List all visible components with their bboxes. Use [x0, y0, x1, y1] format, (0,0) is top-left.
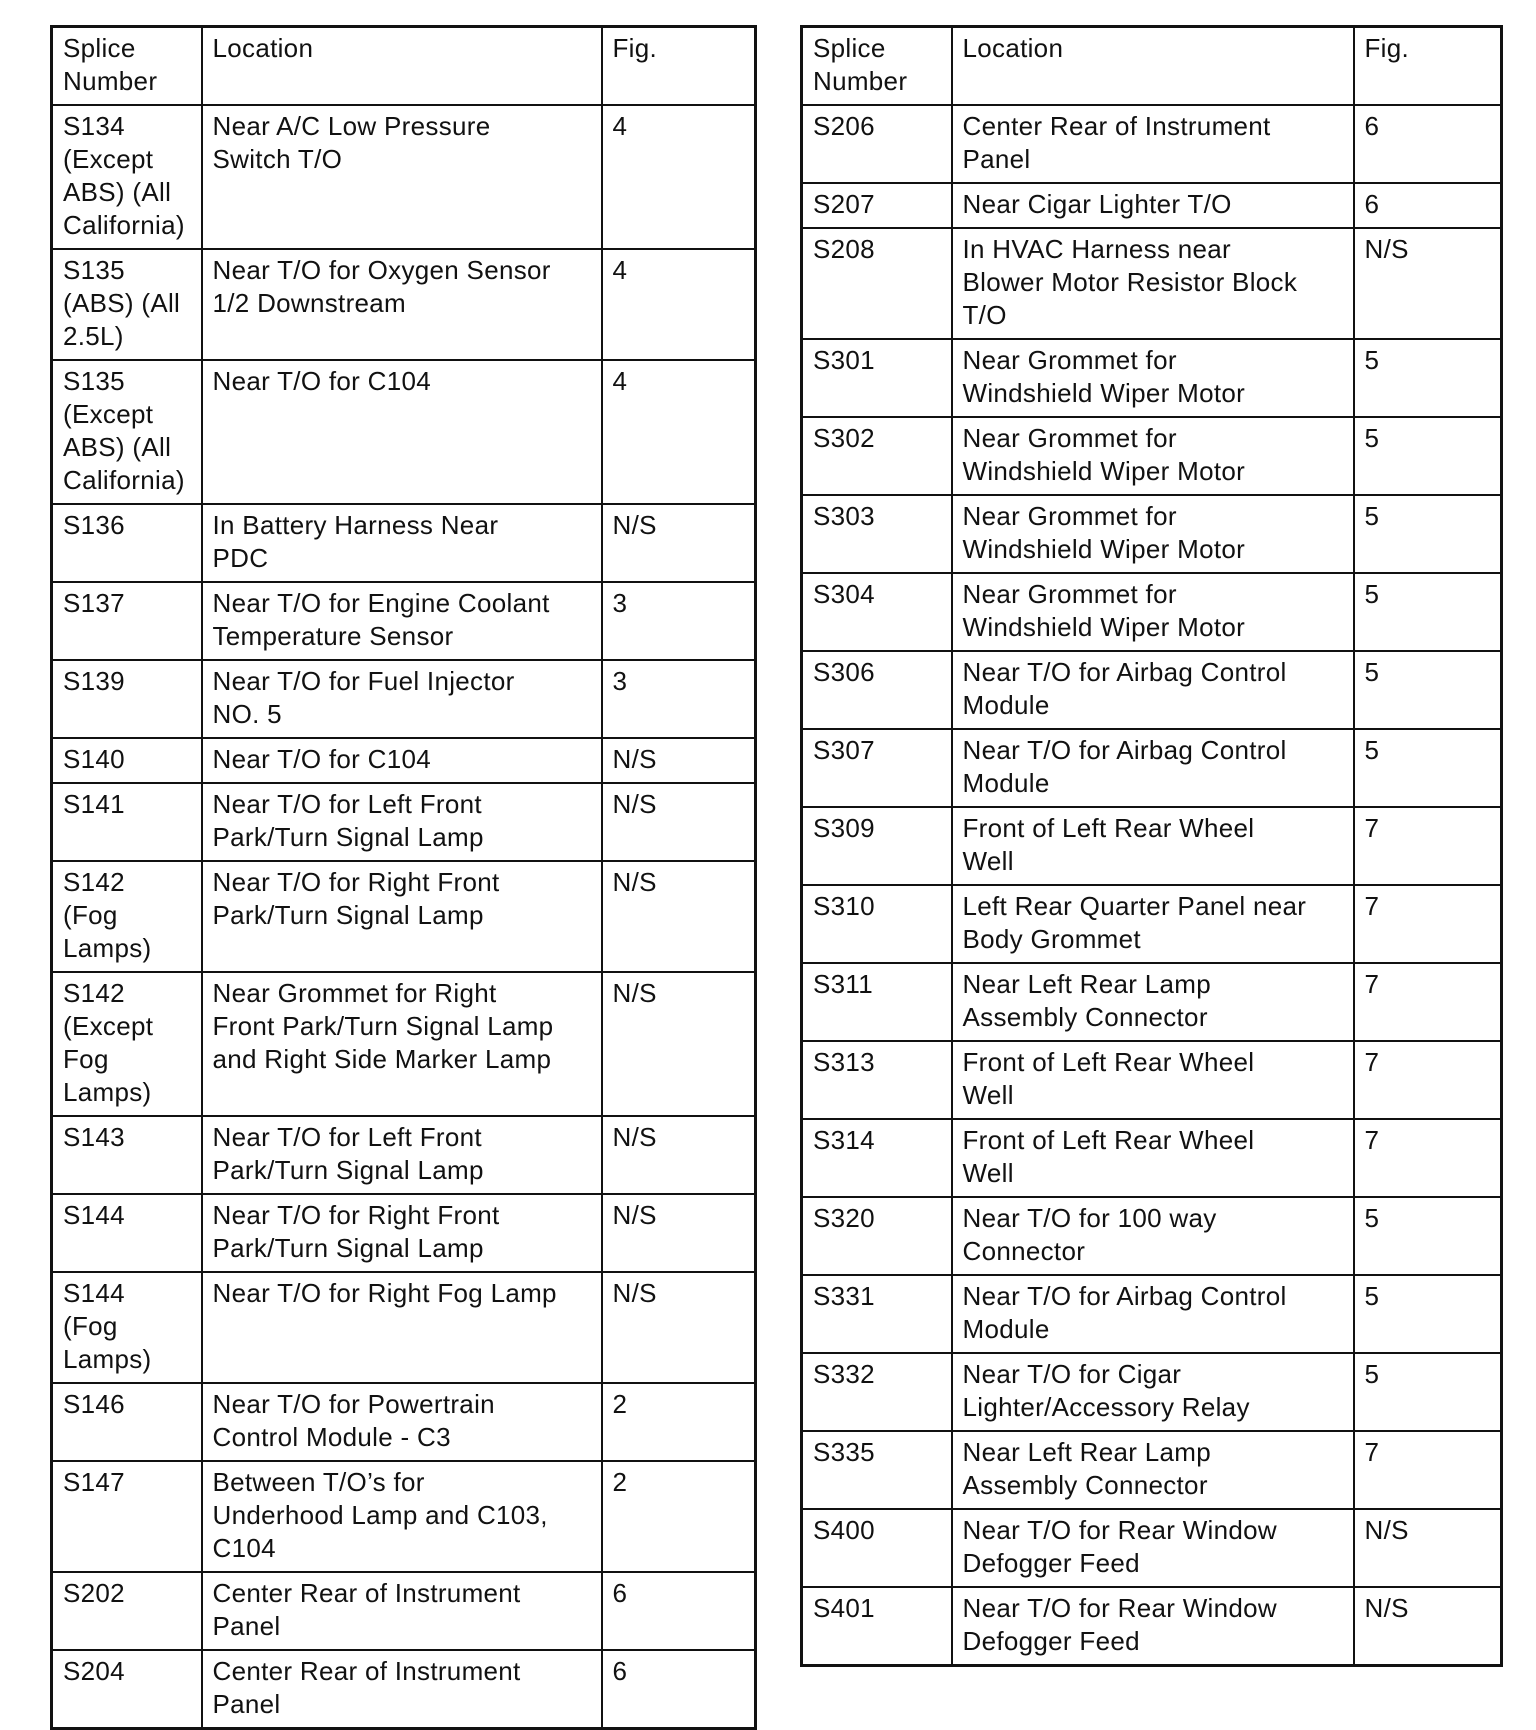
location-cell: Left Rear Quarter Panel near Body Grommet — [952, 885, 1354, 963]
table-row — [802, 729, 1502, 807]
table-row — [802, 228, 1502, 339]
table-row — [802, 1509, 1502, 1587]
fig-cell: N/S — [1354, 228, 1502, 339]
header-location: Location — [202, 27, 602, 106]
location-cell: Near T/O for Fuel Injector NO. 5 — [202, 660, 602, 738]
fig-cell: 7 — [1354, 1041, 1502, 1119]
table-row — [52, 783, 756, 861]
fig-cell: 6 — [1354, 105, 1502, 183]
location-cell: Near T/O for Cigar Lighter/Accessory Relay — [952, 1353, 1354, 1431]
fig-cell: N/S — [602, 1116, 756, 1194]
splice-number-cell: S139 — [52, 660, 202, 738]
table-row — [802, 417, 1502, 495]
table-row — [52, 1461, 756, 1572]
location-cell: Near T/O for Rear Window Defogger Feed — [952, 1587, 1354, 1666]
fig-cell: 5 — [1354, 339, 1502, 417]
table-row — [802, 1197, 1502, 1275]
location-cell: Near T/O for Oxygen Sensor 1/2 Downstream — [202, 249, 602, 360]
location-cell: Near T/O for C104 — [202, 738, 602, 783]
table-row — [802, 183, 1502, 228]
table-row — [52, 504, 756, 582]
table-row — [52, 1383, 756, 1461]
splice-table-left — [50, 25, 757, 1730]
splice-number-cell: S311 — [802, 963, 952, 1041]
splice-number-cell: S137 — [52, 582, 202, 660]
splice-number-cell: S331 — [802, 1275, 952, 1353]
fig-cell: 5 — [1354, 1353, 1502, 1431]
location-cell: Near T/O for Left Front Park/Turn Signal Lamp — [202, 1116, 602, 1194]
fig-cell: N/S — [602, 861, 756, 972]
header-splice-number: Splice Number — [52, 27, 202, 106]
fig-cell: 7 — [1354, 807, 1502, 885]
table-row — [802, 105, 1502, 183]
table-body — [802, 27, 1502, 1666]
splice-number-cell: S142 (Fog Lamps) — [52, 861, 202, 972]
splice-number-cell: S335 — [802, 1431, 952, 1509]
location-cell: Near T/O for Powertrain Control Module - C3 — [202, 1383, 602, 1461]
splice-number-cell: S208 — [802, 228, 952, 339]
fig-cell: 5 — [1354, 1197, 1502, 1275]
splice-number-cell: S140 — [52, 738, 202, 783]
header-location: Location — [952, 27, 1354, 106]
location-cell: Near A/C Low Pressure Switch T/O — [202, 105, 602, 249]
location-cell: Near T/O for Right Front Park/Turn Signal Lamp — [202, 1194, 602, 1272]
fig-cell: 5 — [1354, 417, 1502, 495]
table-row — [52, 1272, 756, 1383]
splice-number-cell: S401 — [802, 1587, 952, 1666]
location-cell: Near T/O for Right Fog Lamp — [202, 1272, 602, 1383]
splice-number-cell: S313 — [802, 1041, 952, 1119]
table-row — [52, 1650, 756, 1729]
fig-cell: 5 — [1354, 1275, 1502, 1353]
table-row — [802, 1431, 1502, 1509]
table-row — [802, 1275, 1502, 1353]
location-cell: Near Left Rear Lamp Assembly Connector — [952, 1431, 1354, 1509]
splice-number-cell: S310 — [802, 885, 952, 963]
fig-cell: N/S — [602, 1272, 756, 1383]
splice-number-cell: S320 — [802, 1197, 952, 1275]
location-cell: Front of Left Rear Wheel Well — [952, 1119, 1354, 1197]
location-cell: Near T/O for Right Front Park/Turn Signal Lamp — [202, 861, 602, 972]
table-header-row — [802, 27, 1502, 106]
splice-number-cell: S146 — [52, 1383, 202, 1461]
fig-cell: 4 — [602, 105, 756, 249]
location-cell: Front of Left Rear Wheel Well — [952, 807, 1354, 885]
table-row — [52, 1194, 756, 1272]
fig-cell: 6 — [1354, 183, 1502, 228]
table-body — [52, 27, 756, 1729]
fig-cell: 3 — [602, 660, 756, 738]
location-cell: Near T/O for 100 way Connector — [952, 1197, 1354, 1275]
splice-number-cell: S307 — [802, 729, 952, 807]
location-cell: Center Rear of Instrument Panel — [202, 1650, 602, 1729]
fig-cell: 2 — [602, 1461, 756, 1572]
table-row — [52, 360, 756, 504]
location-cell: Center Rear of Instrument Panel — [202, 1572, 602, 1650]
splice-number-cell: S134 (Except ABS) (All California) — [52, 105, 202, 249]
table-row — [52, 1116, 756, 1194]
location-cell: Near T/O for Airbag Control Module — [952, 1275, 1354, 1353]
location-cell: Near Cigar Lighter T/O — [952, 183, 1354, 228]
splice-number-cell: S332 — [802, 1353, 952, 1431]
table-row — [52, 861, 756, 972]
table-row — [802, 963, 1502, 1041]
location-cell: Near Grommet for Right Front Park/Turn Signal Lamp and Right Side Marker Lamp — [202, 972, 602, 1116]
table-row — [52, 972, 756, 1116]
splice-number-cell: S306 — [802, 651, 952, 729]
location-cell: In Battery Harness Near PDC — [202, 504, 602, 582]
fig-cell: 3 — [602, 582, 756, 660]
table-row — [802, 495, 1502, 573]
fig-cell: N/S — [602, 972, 756, 1116]
splice-table-right — [800, 25, 1503, 1667]
fig-cell: N/S — [602, 504, 756, 582]
splice-number-cell: S204 — [52, 1650, 202, 1729]
fig-cell: 6 — [602, 1572, 756, 1650]
fig-cell: 4 — [602, 249, 756, 360]
table-row — [52, 660, 756, 738]
table-row — [802, 573, 1502, 651]
location-cell: Front of Left Rear Wheel Well — [952, 1041, 1354, 1119]
header-fig: Fig. — [602, 27, 756, 106]
fig-cell: 6 — [602, 1650, 756, 1729]
table-row — [52, 105, 756, 249]
location-cell: Between T/O’s for Underhood Lamp and C103, C104 — [202, 1461, 602, 1572]
table-row — [802, 807, 1502, 885]
splice-number-cell: S304 — [802, 573, 952, 651]
splice-number-cell: S400 — [802, 1509, 952, 1587]
fig-cell: 7 — [1354, 1119, 1502, 1197]
table-row — [802, 1353, 1502, 1431]
fig-cell: N/S — [1354, 1587, 1502, 1666]
splice-number-cell: S314 — [802, 1119, 952, 1197]
location-cell: Near T/O for C104 — [202, 360, 602, 504]
location-cell: Near Grommet for Windshield Wiper Motor — [952, 417, 1354, 495]
table-row — [802, 651, 1502, 729]
location-cell: Near Grommet for Windshield Wiper Motor — [952, 339, 1354, 417]
fig-cell: 4 — [602, 360, 756, 504]
table-row — [802, 1587, 1502, 1666]
splice-number-cell: S302 — [802, 417, 952, 495]
location-cell: Near T/O for Rear Window Defogger Feed — [952, 1509, 1354, 1587]
splice-number-cell: S144 (Fog Lamps) — [52, 1272, 202, 1383]
table-row — [802, 339, 1502, 417]
location-cell: Near Grommet for Windshield Wiper Motor — [952, 495, 1354, 573]
fig-cell: 5 — [1354, 651, 1502, 729]
table-row — [802, 1119, 1502, 1197]
splice-number-cell: S136 — [52, 504, 202, 582]
location-cell: Near Left Rear Lamp Assembly Connector — [952, 963, 1354, 1041]
splice-number-cell: S142 (Except Fog Lamps) — [52, 972, 202, 1116]
splice-number-cell: S309 — [802, 807, 952, 885]
splice-number-cell: S207 — [802, 183, 952, 228]
fig-cell: 7 — [1354, 885, 1502, 963]
fig-cell: N/S — [602, 783, 756, 861]
splice-number-cell: S147 — [52, 1461, 202, 1572]
fig-cell: 5 — [1354, 495, 1502, 573]
fig-cell: N/S — [1354, 1509, 1502, 1587]
splice-number-cell: S202 — [52, 1572, 202, 1650]
location-cell: Near T/O for Engine Coolant Temperature Sensor — [202, 582, 602, 660]
table-row — [52, 738, 756, 783]
header-fig: Fig. — [1354, 27, 1502, 106]
table-header-row — [52, 27, 756, 106]
splice-number-cell: S301 — [802, 339, 952, 417]
fig-cell: N/S — [602, 1194, 756, 1272]
location-cell: Near T/O for Airbag Control Module — [952, 651, 1354, 729]
location-cell: Near Grommet for Windshield Wiper Motor — [952, 573, 1354, 651]
fig-cell: 7 — [1354, 963, 1502, 1041]
location-cell: Near T/O for Left Front Park/Turn Signal Lamp — [202, 783, 602, 861]
table-row — [52, 1572, 756, 1650]
splice-number-cell: S206 — [802, 105, 952, 183]
table-row — [802, 1041, 1502, 1119]
table-row — [802, 885, 1502, 963]
header-splice-number: Splice Number — [802, 27, 952, 106]
location-cell: Near T/O for Airbag Control Module — [952, 729, 1354, 807]
fig-cell: N/S — [602, 738, 756, 783]
fig-cell: 7 — [1354, 1431, 1502, 1509]
splice-number-cell: S143 — [52, 1116, 202, 1194]
splice-number-cell: S144 — [52, 1194, 202, 1272]
splice-number-cell: S135 (Except ABS) (All California) — [52, 360, 202, 504]
splice-number-cell: S303 — [802, 495, 952, 573]
fig-cell: 5 — [1354, 729, 1502, 807]
table-row — [52, 249, 756, 360]
fig-cell: 5 — [1354, 573, 1502, 651]
table-row — [52, 582, 756, 660]
fig-cell: 2 — [602, 1383, 756, 1461]
splice-number-cell: S141 — [52, 783, 202, 861]
splice-number-cell: S135 (ABS) (All 2.5L) — [52, 249, 202, 360]
location-cell: Center Rear of Instrument Panel — [952, 105, 1354, 183]
location-cell: In HVAC Harness near Blower Motor Resistor Block T/O — [952, 228, 1354, 339]
